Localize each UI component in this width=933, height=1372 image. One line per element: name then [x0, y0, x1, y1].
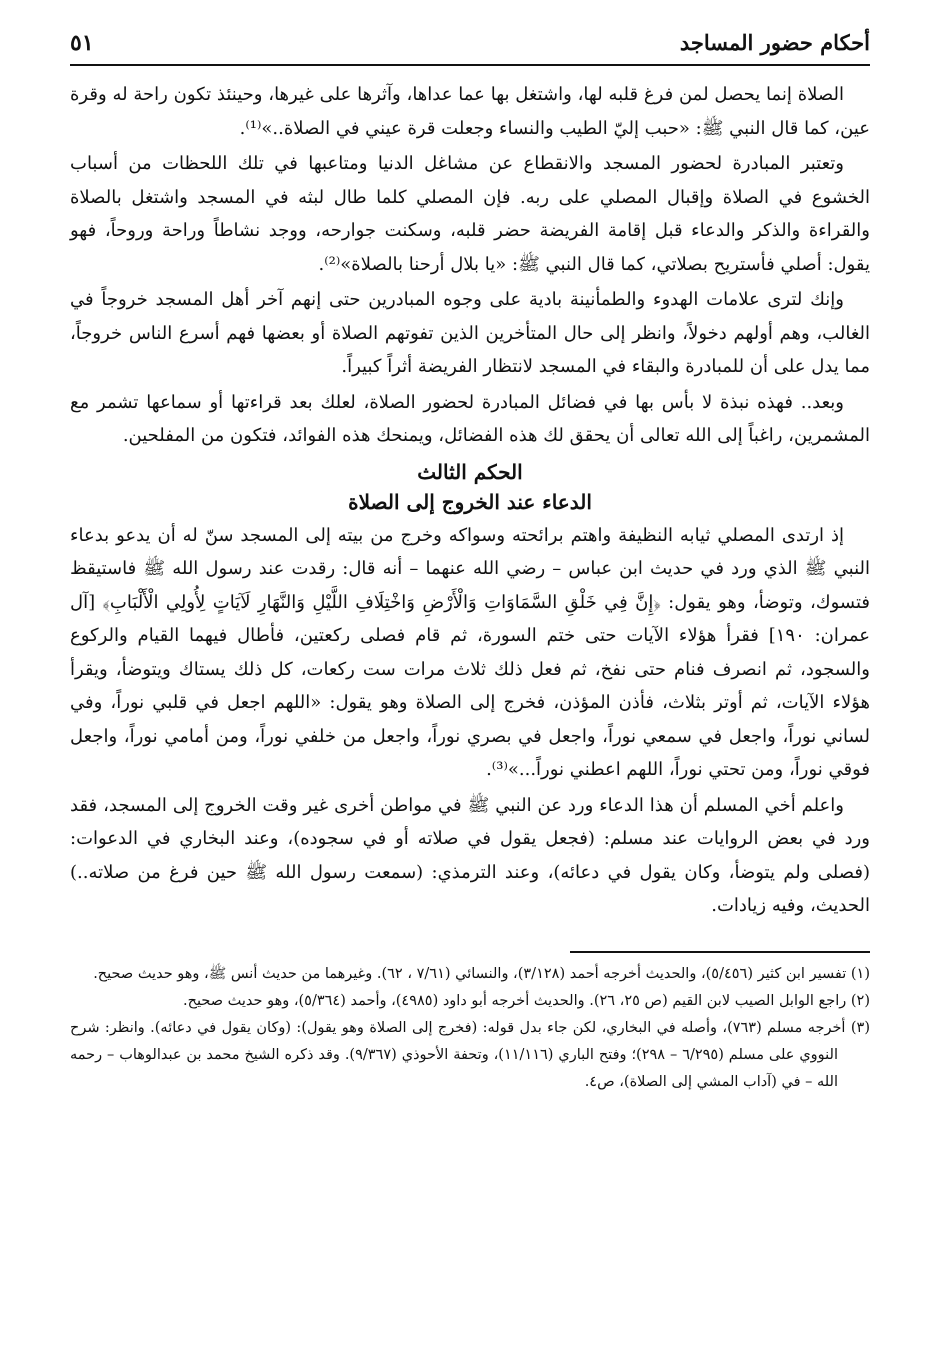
footnote: (٢) راجع الوابل الصيب لابن القيم (ص ٢٥، ٢٦). والحديث أخرجه أبو داود (٤٩٨٥)، وأحمد (٥/٣٦٤)، وهو حديث صحيح. [183, 992, 870, 1009]
book-page [70, 26, 870, 1346]
page-number: ٥١ [70, 30, 94, 56]
section-headings [70, 457, 870, 517]
page-header [70, 26, 870, 66]
paragraph: واعلم أخي المسلم أن هذا الدعاء ورد عن النبي ﷺ في مواطن أخرى غير وقت الخروج إلى المسجد، فقد ورد في بعض الروايات عند مسلم: (فجعل يقول في صلاته أو في سجوده)، وعند البخاري في الدعوات: (فصلى ولم يتوضأ، وكان يقول في دعائه)، وعند الترمذي: (سمعت رسول الله ﷺ حين فرغ من صلاته..) الحديث، وفيه زيادات. [70, 794, 870, 916]
paragraph: الصلاة إنما يحصل لمن فرغ قلبه لها، واشتغل بها عما عداها، وآثرها على غيرها، وحينئذ تكون راحة له وقرة عين، كما قال النبي ﷺ: «حبب إليّ الطيب والنساء وجعلت قرة عيني في الصلاة..»⁽¹⁾. [70, 84, 870, 139]
paragraph: وبعد.. فهذه نبذة لا بأس بها في فضائل المبادرة لحضور الصلاة، لعلك بعد قراءتها أو سماعها تشمر مع المشمرين، راغباً إلى الله تعالى أن يحقق لك هذه الفضائل، ويمنحك هذه الفوائد، فتكون من المفلحين. [70, 391, 870, 446]
running-title: أحكام حضور المساجد [679, 30, 870, 55]
paragraph: وإنك لترى علامات الهدوء والطمأنينة بادية على وجوه المبادرين حتى إنهم آخر أهل المسجد خروجاً في الغالب، وهم أولهم دخولاً، وانظر إلى حال المتأخرين الذين تفوتهم الصلاة أو بعضها فهم أسرع الناس خروجاً، مما يدل على أن للمبادرة والبقاء في المسجد لانتظار الفريضة أثراً كبيراً. [70, 289, 870, 377]
footnote-separator [570, 951, 870, 953]
main-text [70, 78, 870, 923]
footnotes [70, 961, 870, 1096]
footnote: (٣) أخرجه مسلم (٧٦٣)، وأصله في البخاري، لكن جاء بدل قوله: (فخرج إلى الصلاة وهو يقول): (وكان يقول في دعائه). وانظر: شرح النووي على مسلم (٦/٢٩٥ – ٢٩٨)؛ وفتح الباري (١١/١١٦)، وتحفة الأحوذي (٩/٣٦٧). وقد ذكره الشيخ محمد بن عبدالوهاب – رحمه الله – في (آداب المشي إلى الصلاة)، ص٤. [70, 1019, 870, 1090]
footnote: (١) تفسير ابن كثير (٥/٤٥٦)، والحديث أخرجه أحمد (٣/١٢٨)، والنسائي (٧/٦١ ، ٦٢). وغيرهما من حديث أنس ﷺ، وهو حديث صحيح. [93, 965, 870, 982]
paragraph: وتعتبر المبادرة لحضور المسجد والانقطاع عن مشاغل الدنيا ومتاعبها في تلك اللحظات من أسباب الخشوع في الصلاة وإقبال المصلي على ربه. فإن المصلي كلما طال لبثه في المسجد واشتغل بالصلاة والقراءة والذكر والدعاء قبل إقامة الفريضة حضر قلبه، وسكنت جوارحه، ووجد نشاطاً وراحة وروحاً، فهو يقول: أصلي فأستريح بصلاتي، كما قال النبي ﷺ: «يا بلال أرحنا بالصلاة»⁽²⁾. [70, 153, 870, 275]
paragraph: إذ ارتدى المصلي ثيابه النظيفة واهتم برائحته وسواكه وخرج من بيته إلى المسجد سنّ له أن يدعو بدعاء النبي ﷺ الذي ورد في حديث ابن عباس – رضي الله عنهما – أنه قال: رقدت عند رسول الله ﷺ فاستيقظ فتسوك، وتوضأ، وهو يقول: ﴿إِنَّ فِي خَلْقِ السَّمَاوَاتِ وَالْأَرْضِ وَاخْتِلَافِ اللَّيْلِ وَالنَّهَارِ لَآيَاتٍ لِأُولِي الْأَلْبَابِ﴾ [آل عمران: ١٩٠] فقرأ هؤلاء الآيات حتى ختم السورة، ثم قام فصلى ركعتين، فأطال فيهما القيام والركوع والسجود، ثم انصرف فنام حتى نفخ، ثم فعل ذلك ثلاث مرات ست ركعات، كل ذلك يستاك ويتوضأ، ويقرأ هؤلاء الآيات، ثم أوتر بثلاث، فأذن المؤذن، فخرج إلى الصلاة وهو يقول: «اللهم اجعل في قلبي نوراً، وفي لساني نوراً، واجعل في سمعي نوراً، واجعل في بصري نوراً، واجعل من خلفي نوراً، ومن أمامي نوراً، واجعل فوقي نوراً، ومن تحتي نوراً، اللهم اعطني نوراً...»⁽³⁾. [70, 524, 870, 780]
section-subheading: الدعاء عند الخروج إلى الصلاة [348, 489, 592, 514]
section-heading: الحكم الثالث [417, 459, 523, 484]
